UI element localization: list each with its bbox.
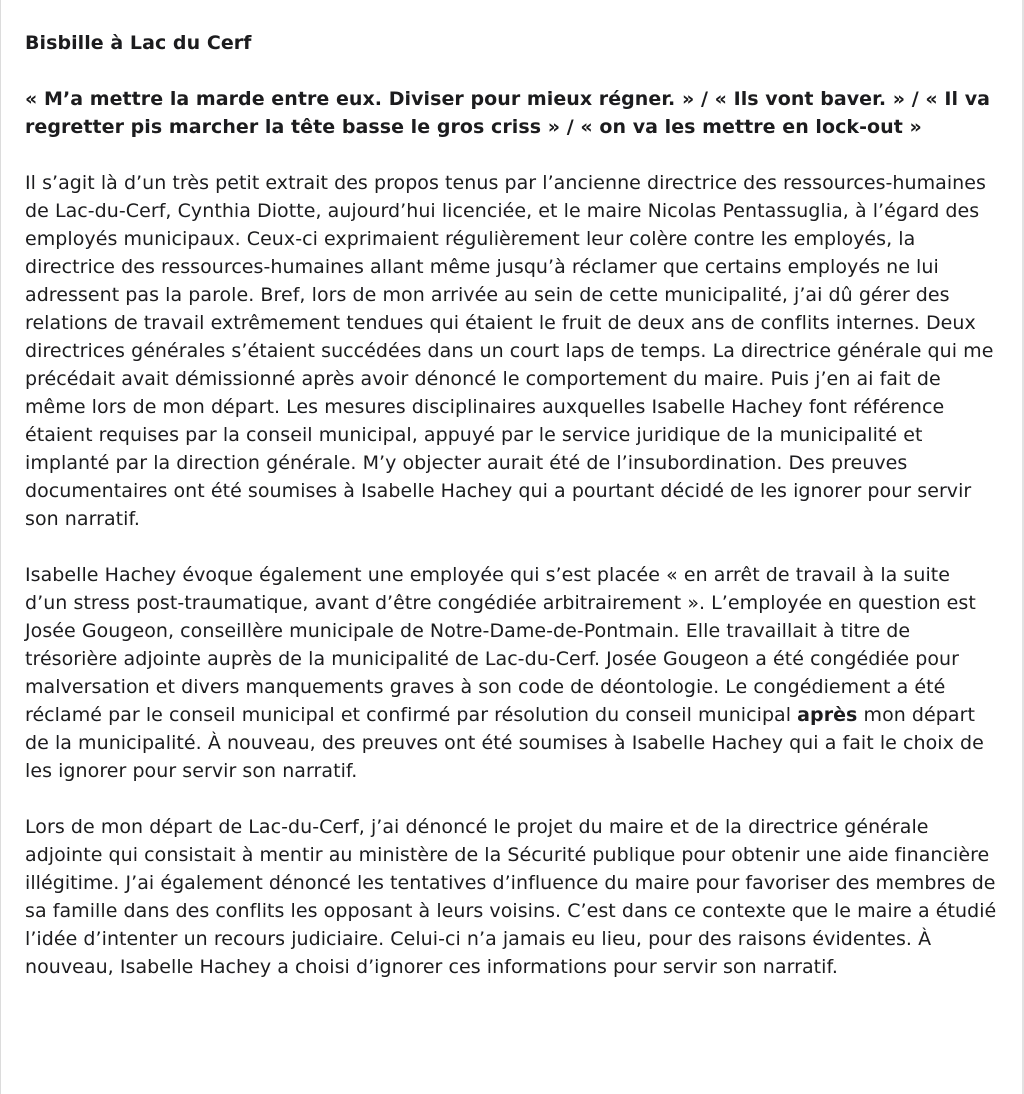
post-quote: « M’a mettre la marde entre eux. Diviser pour mieux régner. » / « Ils vont baver. » / « Il va regretter pis marcher la tête basse le gros criss » / « on va les mettre en lock-out » bbox=[25, 88, 991, 138]
post-title: Bisbille à Lac du Cerf bbox=[25, 32, 252, 54]
paragraph-2-emphasis: après bbox=[797, 704, 858, 726]
paragraph-2-part-2: mon départ de la municipalité. À nouveau, des preuves ont été soumises à Isabelle Hachey qui a fait le choix de les ignorer pour servir son narratif. bbox=[25, 704, 984, 782]
left-border bbox=[0, 0, 1, 1094]
paragraph-2 bbox=[25, 561, 997, 785]
paragraph-2-part-1: Isabelle Hachey évoque également une employée qui s’est placée « en arrêt de travail à la suite d’un stress post-traumatique, avant d’être congédiée arbitrairement ». L’employée en question est Josée Gougeon, conseillère municipale de Notre-Dame-de-Pontmain. Elle travaillait à titre de trésorière adjointe auprès de la municipalité de Lac-du-Cerf. Josée Gougeon a été congédiée pour malversation et divers manquements graves à son code de déontologie. Le congédiement a été réclamé par le conseil municipal et confirmé par résolution du conseil municipal bbox=[25, 564, 976, 726]
paragraph-1: Il s’agit là d’un très petit extrait des propos tenus par l’ancienne directrice des ressources-humaines de Lac-du-Cerf, Cynthia Diotte, aujourd’hui licenciée, et le maire Nicolas Pentassuglia, à l’égard des employés municipaux. Ceux-ci exprimaient régulièrement leur colère contre les employés, la directrice des ressources-humaines allant même jusqu’à réclamer que certains employés ne lui adressent pas la parole. Bref, lors de mon arrivée au sein de cette municipalité, j’ai dû gérer des relations de travail extrêmement tendues qui étaient le fruit de deux ans de conflits internes. Deux directrices générales s’étaient succédées dans un court laps de temps. La directrice générale qui me précédait avait démissionné après avoir dénoncé le comportement du maire. Puis j’en ai fait de même lors de mon départ. Les mesures disciplinaires auxquelles Isabelle Hachey font référence étaient requises par la conseil municipal, appuyé par le service juridique de la municipalité et implanté par la direction générale. M’y objecter aurait été de l’insubordination. Des preuves documentaires ont été soumises à Isabelle Hachey qui a pourtant décidé de les ignorer pour servir son narratif. bbox=[25, 172, 994, 530]
paragraph-3: Lors de mon départ de Lac-du-Cerf, j’ai dénoncé le projet du maire et de la directrice générale adjointe qui consistait à mentir au ministère de la Sécurité publique pour obtenir une aide financière illégitime. J’ai également dénoncé les tentatives d’influence du maire pour favoriser des membres de sa famille dans des conflits les opposant à leurs voisins. C’est dans ce contexte que le maire a étudié l’idée d’intenter un recours judiciaire. Celui-ci n’a jamais eu lieu, pour des raisons évidentes. À nouveau, Isabelle Hachey a choisi d’ignorer ces informations pour servir son narratif. bbox=[25, 816, 997, 978]
post-body bbox=[25, 29, 997, 981]
